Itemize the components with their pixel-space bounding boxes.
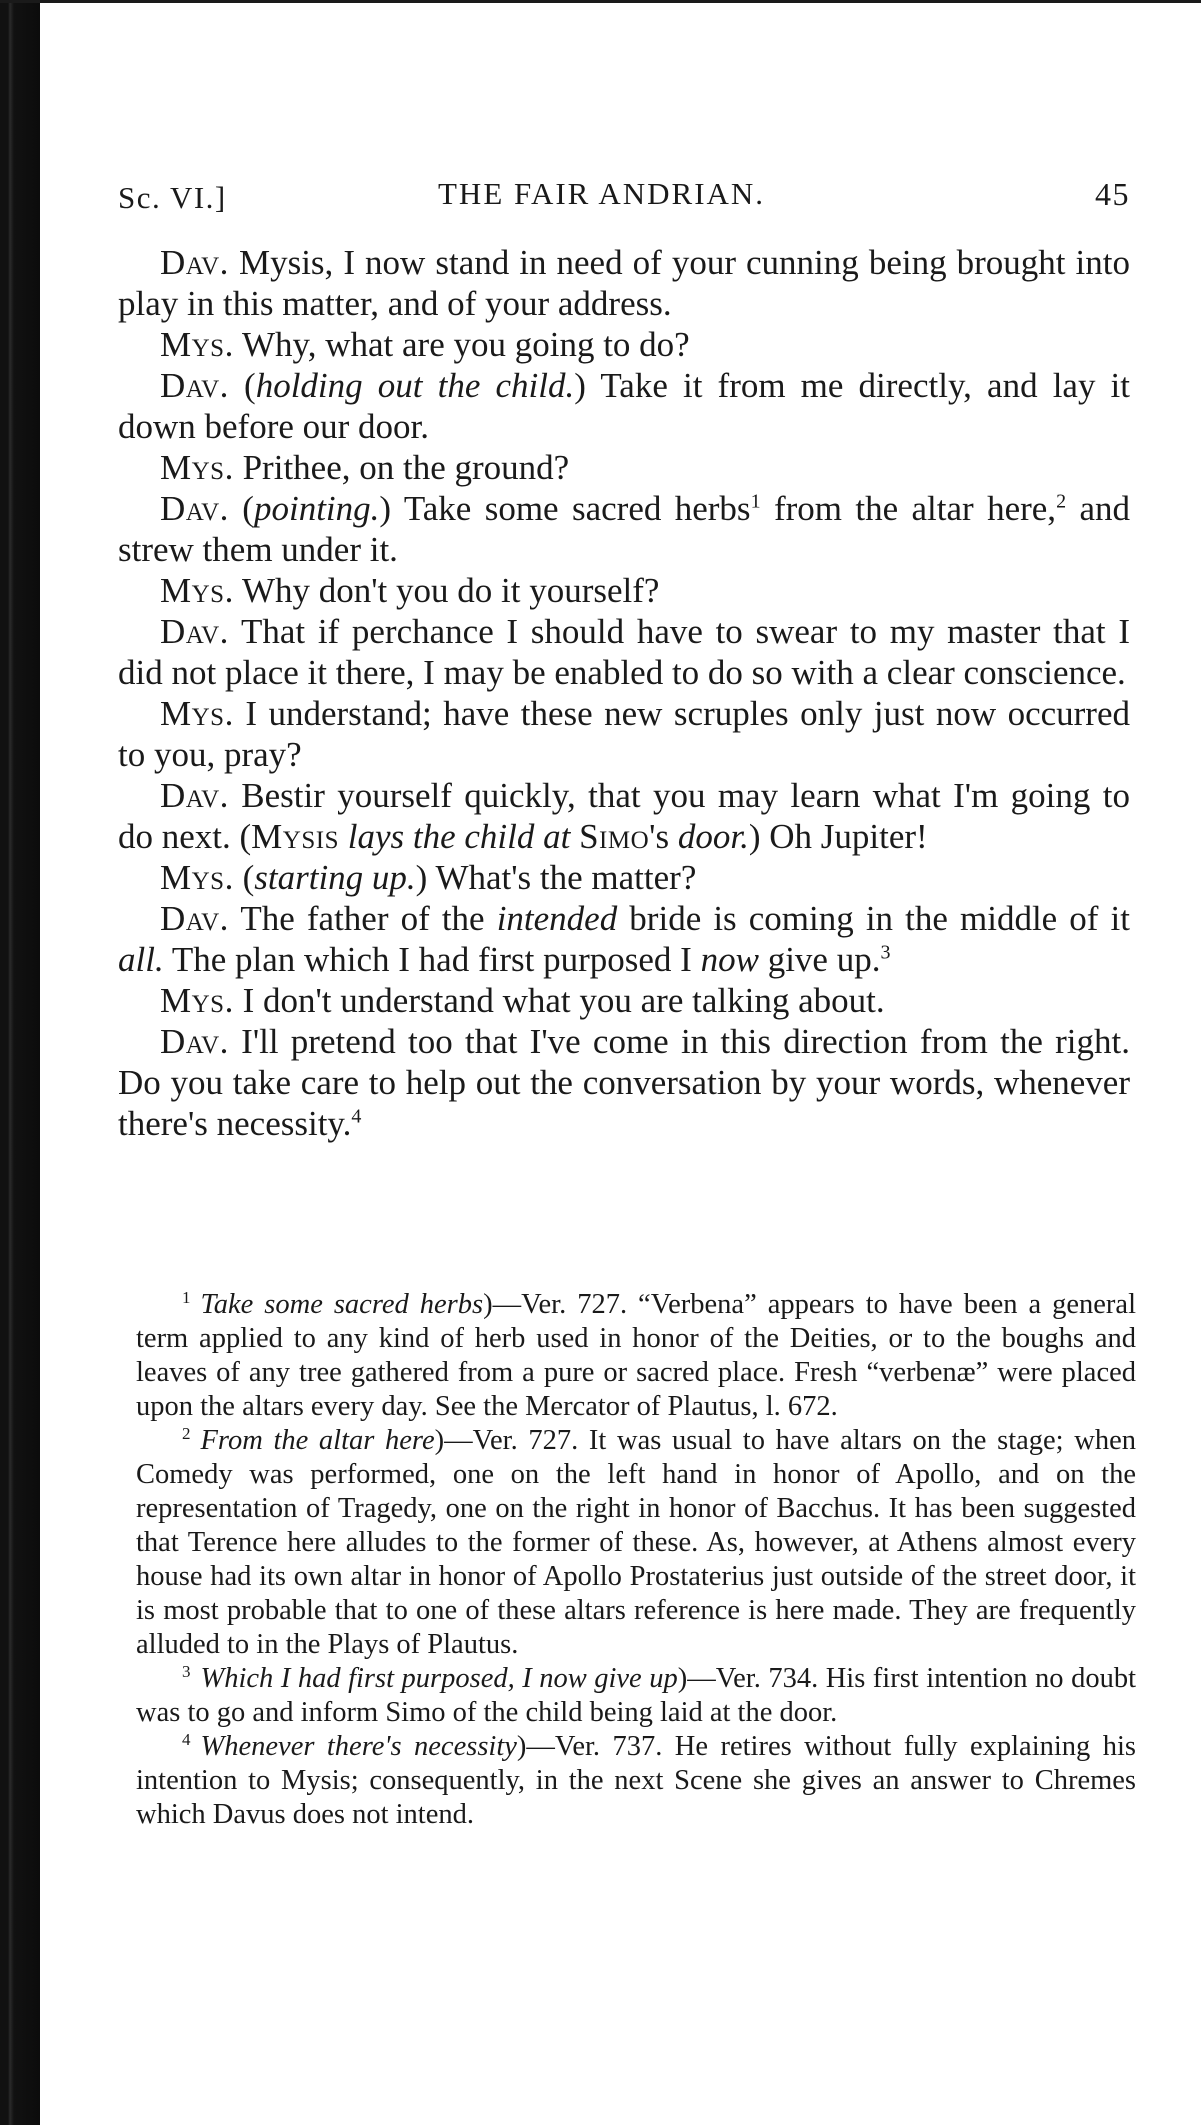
running-title: THE FAIR ANDRIAN. (438, 176, 766, 211)
page-number: 45 (1095, 176, 1130, 212)
italic-text: now (700, 940, 759, 979)
speaker-label: Dav. (160, 243, 229, 282)
speaker-label: Dav. (160, 776, 229, 815)
footnotes (136, 1288, 1136, 1832)
dialogue-line (118, 242, 1130, 324)
speaker-label: Mys. (160, 858, 234, 897)
text-segment: from the altar here, (760, 489, 1057, 528)
speaker-label: Dav. (160, 489, 229, 528)
footnote-ref: 1 (750, 490, 761, 513)
speaker-label: Mys. (160, 981, 234, 1020)
italic-text: lays the child at (338, 817, 580, 856)
text-segment: )—Ver. 727. It was usual to have altars on the stage; when Comedy was performed, one on the left hand in honor of Apollo, and on the representation of Tragedy, one on the right in honor of Bacchus. It has been suggested that Terence here alludes to the former of these. As, however, at Athens almost every house had its own altar in honor of Apollo Prostaterius just outside of the street door, it is most probable that to one of these altars reference is here made. They are frequently alluded to in the Plays of Plautus. (136, 1425, 1136, 1660)
dialogue-line (118, 980, 1130, 1021)
italic-text: Which I had first purposed, I now give up (200, 1663, 678, 1694)
speaker-label: Dav. (160, 612, 229, 651)
text-segment: The plan which I had first purposed I (163, 940, 701, 979)
text-segment: The father of the (228, 899, 497, 938)
footnote (136, 1288, 1136, 1424)
book-spine-shadow (0, 0, 40, 2125)
text-segment: ) Take some sacred herbs (379, 489, 751, 528)
text-segment: )—Ver. 734. His first intention no doubt was to go and inform Simo of the child being laid at the door. (136, 1663, 1136, 1728)
text-segment: ) Oh Jupiter! (748, 817, 928, 856)
text-segment: )—Ver. 727. “Verbena” appears to have been a general term applied to any kind of herb used in honor of the Deities, or to the boughs and leaves of any tree gathered from a pure or sacred place. Fresh “verbenæ” were placed upon the altars every day. See the Mercator of Plautus, l. 672. (136, 1289, 1136, 1422)
text-segment: ( (228, 366, 256, 405)
text-segment: )—Ver. 737. He retires without fully explaining his intention to Mysis; consequently, in the next Scene she gives an answer to Chremes which Davus does not intend. (136, 1731, 1136, 1830)
footnote-number: 3 (182, 1661, 191, 1681)
italic-text: all. (118, 940, 164, 979)
footnote-number: 4 (182, 1729, 191, 1749)
text-segment: Prithee, on the ground? (233, 448, 570, 487)
footnote-ref: 2 (1056, 490, 1067, 513)
character-name: Mysis (251, 817, 339, 856)
dialogue-line (118, 324, 1130, 365)
dialogue-line (118, 857, 1130, 898)
footnote-ref: 4 (351, 1105, 362, 1128)
footnote-number: 1 (182, 1287, 191, 1307)
text-segment: Bestir yourself quickly, that you may learn what I'm going to do next. ( (118, 776, 1130, 856)
dialogue-line (118, 1021, 1130, 1144)
speaker-label: Mys. (160, 448, 234, 487)
italic-text: Take some sacred herbs (200, 1289, 484, 1320)
dialogue-line (118, 570, 1130, 611)
dialogue-line (118, 693, 1130, 775)
dialogue-line (118, 898, 1130, 980)
footnote-ref: 3 (880, 941, 891, 964)
speaker-label: Mys. (160, 694, 234, 733)
speaker-label: Dav. (160, 366, 229, 405)
running-header (118, 170, 1130, 230)
italic-text: holding out the child. (255, 366, 575, 405)
italic-text: From the altar here (200, 1425, 435, 1456)
text-segment: Why don't you do it yourself? (233, 571, 660, 610)
footnote (136, 1424, 1136, 1662)
text-segment: Mysis, I now stand in need of your cunning being brought into play in this matter, and of your address. (118, 243, 1130, 323)
text-segment: give up. (758, 940, 881, 979)
text-segment: That if perchance I should have to swear to my master that I did not place it there, I may be enabled to do so with a clear conscience. (118, 612, 1130, 692)
italic-text: pointing. (253, 489, 380, 528)
page-top-edge (0, 0, 1201, 3)
text-segment: I'll pretend too that I've come in this direction from the right. Do you take care to help out the conversation by your words, whenever there's necessity. (118, 1022, 1130, 1143)
footnote (136, 1730, 1136, 1832)
speaker-label: Dav. (160, 1022, 229, 1061)
text-segment: Why, what are you going to do? (233, 325, 690, 364)
text-segment: I don't understand what you are talking about. (233, 981, 885, 1020)
text-segment: ( (233, 858, 255, 897)
dialogue-text (118, 242, 1130, 1144)
dialogue-line (118, 488, 1130, 570)
dialogue-line (118, 365, 1130, 447)
text-segment: ) Take it from me directly, and lay it down before our door. (118, 366, 1131, 446)
text-segment: bride is coming in the middle of it (617, 899, 1130, 938)
dialogue-line (118, 611, 1130, 693)
dialogue-line (118, 447, 1130, 488)
scene-label: Sc. VI.] (118, 180, 227, 215)
italic-text: door. (677, 817, 749, 856)
italic-text: intended (496, 899, 618, 938)
speaker-label: Dav. (160, 899, 229, 938)
speaker-label: Mys. (160, 325, 234, 364)
text-segment: ( (228, 489, 254, 528)
text-segment: ) What's the matter? (415, 858, 697, 897)
text-segment: 's (649, 817, 678, 856)
text-segment: I understand; have these new scruples only just now occurred to you, pray? (118, 694, 1130, 774)
character-name: Simo (579, 817, 650, 856)
footnote-number: 2 (182, 1423, 191, 1443)
text-segment: and strew them under it. (118, 489, 1130, 569)
italic-text: Whenever there's necessity (200, 1731, 517, 1762)
dialogue-line (118, 775, 1130, 857)
footnote (136, 1662, 1136, 1730)
italic-text: starting up. (254, 858, 416, 897)
speaker-label: Mys. (160, 571, 234, 610)
